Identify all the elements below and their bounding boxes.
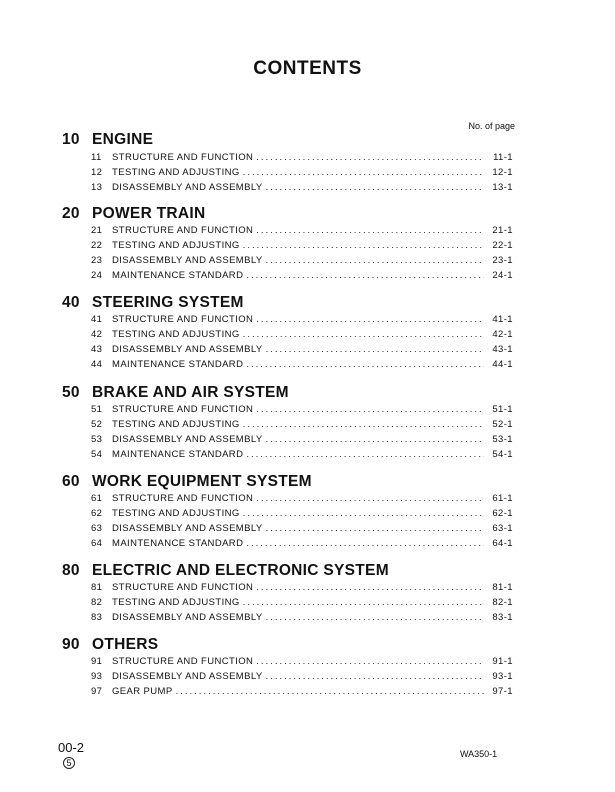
toc-entry[interactable] [91,417,513,432]
entry-label: MAINTENANCE STANDARD [112,449,244,460]
dot-leader [243,165,484,180]
page-title: CONTENTS [253,58,362,79]
dot-leader [176,684,484,699]
entry-label: GEAR PUMP [112,686,173,697]
toc-entry[interactable] [91,402,513,417]
section-heading [0,294,615,314]
section-number: 40 [62,294,80,311]
toc-entry[interactable] [91,432,513,447]
section-heading [0,473,615,493]
entry-number: 13 [91,182,103,193]
dot-leader [266,432,484,447]
entry-number: 81 [91,582,103,593]
entry-number: 22 [91,240,103,251]
dot-leader [256,402,484,417]
entry-label: DISASSEMBLY AND ASSEMBLY [112,434,263,445]
entry-page: 13-1 [492,182,513,193]
toc-entry[interactable] [91,327,513,342]
entry-label: MAINTENANCE STANDARD [112,538,244,549]
dot-leader [256,150,484,165]
section-title: POWER TRAIN [92,205,206,222]
dot-leader [246,268,484,283]
section-title: OTHERS [92,636,159,653]
dot-leader [266,610,484,625]
entry-label: STRUCTURE AND FUNCTION [112,404,254,415]
dot-leader [266,253,484,268]
page-column-label: No. of page [468,121,515,131]
toc-entry[interactable] [91,447,513,462]
entry-label: TESTING AND ADJUSTING [112,508,240,519]
entry-number: 64 [91,538,103,549]
entry-label: STRUCTURE AND FUNCTION [112,152,254,163]
entry-number: 53 [91,434,103,445]
toc-entry[interactable] [91,268,513,283]
entry-number: 51 [91,404,103,415]
revision-mark: 5 [63,757,75,769]
dot-leader [256,223,484,238]
entry-label: DISASSEMBLY AND ASSEMBLY [112,671,263,682]
entry-label: STRUCTURE AND FUNCTION [112,582,254,593]
toc-entry[interactable] [91,357,513,372]
toc-entry[interactable] [91,238,513,253]
section-number: 10 [62,131,80,148]
toc-entry[interactable] [91,610,513,625]
section-title: ENGINE [92,131,154,148]
toc-entry[interactable] [91,150,513,165]
entry-label: STRUCTURE AND FUNCTION [112,656,254,667]
dot-leader [256,580,484,595]
dot-leader [246,536,484,551]
entry-page: 41-1 [492,314,513,325]
dot-leader [243,506,484,521]
dot-leader [266,669,484,684]
dot-leader [243,417,484,432]
section-title: BRAKE AND AIR SYSTEM [92,384,289,401]
entry-page: 43-1 [492,344,513,355]
entry-number: 44 [91,359,103,370]
section-number: 90 [62,636,80,653]
entry-page: 21-1 [492,225,513,236]
dot-leader [256,654,484,669]
dot-leader [256,312,484,327]
entry-label: TESTING AND ADJUSTING [112,167,240,178]
entry-page: 54-1 [492,449,513,460]
entry-number: 43 [91,344,103,355]
section-heading [0,384,615,404]
entry-page: 42-1 [492,329,513,340]
entry-page: 44-1 [492,359,513,370]
toc-entry[interactable] [91,165,513,180]
entry-number: 61 [91,493,103,504]
entry-label: MAINTENANCE STANDARD [112,359,244,370]
entry-number: 52 [91,419,103,430]
entry-number: 11 [91,152,102,163]
dot-leader [266,342,484,357]
entry-label: DISASSEMBLY AND ASSEMBLY [112,612,263,623]
entry-page: 82-1 [492,597,513,608]
entry-number: 24 [91,270,103,281]
toc-entry[interactable] [91,491,513,506]
entry-page: 23-1 [492,255,513,266]
entry-page: 61-1 [492,493,513,504]
section-number: 50 [62,384,80,401]
entry-label: TESTING AND ADJUSTING [112,597,240,608]
entry-page: 81-1 [492,582,513,593]
dot-leader [266,180,484,195]
entry-number: 97 [91,686,103,697]
toc-entry[interactable] [91,253,513,268]
toc-entry[interactable] [91,580,513,595]
entry-number: 82 [91,597,103,608]
entry-page: 24-1 [492,270,513,281]
section-heading [0,562,615,582]
entry-label: DISASSEMBLY AND ASSEMBLY [112,182,263,193]
entry-label: DISASSEMBLY AND ASSEMBLY [112,255,263,266]
toc-entry[interactable] [91,521,513,536]
entry-number: 54 [91,449,103,460]
toc-entry[interactable] [91,506,513,521]
entry-number: 63 [91,523,103,534]
entry-page: 91-1 [492,656,513,667]
entry-page: 22-1 [492,240,513,251]
toc-entry[interactable] [91,180,513,195]
section-number: 20 [62,205,80,222]
dot-leader [246,447,484,462]
dot-leader [266,521,484,536]
section-number: 60 [62,473,80,490]
entry-page: 52-1 [492,419,513,430]
entry-label: TESTING AND ADJUSTING [112,240,240,251]
entry-label: STRUCTURE AND FUNCTION [112,225,254,236]
entry-number: 41 [91,314,103,325]
dot-leader [243,327,484,342]
footer-model: WA350-1 [460,749,498,759]
section-heading [0,636,615,656]
entry-label: TESTING AND ADJUSTING [112,329,240,340]
section-heading [0,205,615,225]
toc-entry[interactable] [91,312,513,327]
dot-leader [243,238,484,253]
entry-number: 83 [91,612,103,623]
dot-leader [246,357,484,372]
toc-entry[interactable] [91,536,513,551]
toc-entry[interactable] [91,595,513,610]
dot-leader [256,491,484,506]
entry-label: TESTING AND ADJUSTING [112,419,240,430]
section-heading [0,131,615,151]
entry-page: 63-1 [492,523,513,534]
footer-page-number: 00-2 [58,740,85,755]
entry-number: 91 [91,656,103,667]
section-title: ELECTRIC AND ELECTRONIC SYSTEM [92,562,389,579]
entry-page: 64-1 [492,538,513,549]
entry-number: 12 [91,167,103,178]
entry-number: 21 [91,225,103,236]
toc-entry[interactable] [91,669,513,684]
dot-leader [243,595,484,610]
toc-entry[interactable] [91,223,513,238]
entry-label: DISASSEMBLY AND ASSEMBLY [112,344,263,355]
entry-page: 62-1 [492,508,513,519]
entry-label: STRUCTURE AND FUNCTION [112,314,254,325]
entry-page: 97-1 [492,686,513,697]
entry-label: MAINTENANCE STANDARD [112,270,244,281]
toc-entry[interactable] [91,342,513,357]
entry-page: 93-1 [492,671,513,682]
entry-number: 62 [91,508,103,519]
entry-page: 12-1 [492,167,513,178]
entry-page: 51-1 [492,404,513,415]
entry-number: 42 [91,329,103,340]
entry-page: 11-1 [493,152,513,163]
entry-label: STRUCTURE AND FUNCTION [112,493,254,504]
entry-page: 83-1 [492,612,513,623]
section-number: 80 [62,562,80,579]
entry-label: DISASSEMBLY AND ASSEMBLY [112,523,263,534]
toc-entry[interactable] [91,684,513,699]
toc-entry[interactable] [91,654,513,669]
entry-number: 23 [91,255,103,266]
section-title: STEERING SYSTEM [92,294,244,311]
section-title: WORK EQUIPMENT SYSTEM [92,473,312,490]
entry-number: 93 [91,671,103,682]
entry-page: 53-1 [492,434,513,445]
